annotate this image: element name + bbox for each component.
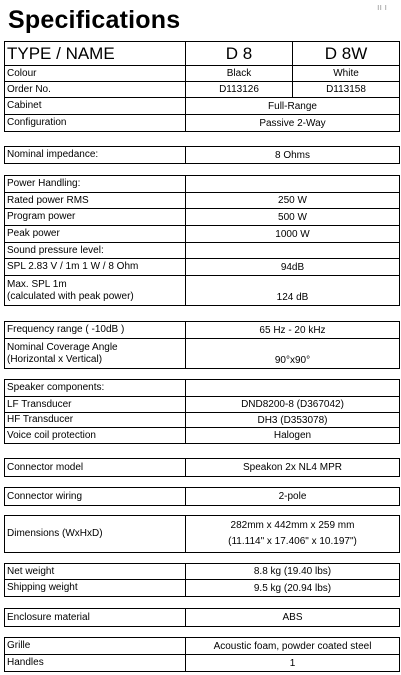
grille-value: Acoustic foam, powder coated steel — [213, 640, 372, 652]
configuration-value: Passive 2-Way — [259, 117, 326, 129]
coverage-label: Nominal Coverage Angle — [7, 342, 118, 353]
components-label: Speaker components: — [5, 380, 186, 396]
configuration-label: Configuration — [5, 115, 186, 131]
colour-label: Colour — [5, 66, 186, 81]
enclosure-value: ABS — [282, 612, 303, 623]
coverage-value: 90°x90° — [274, 355, 311, 366]
order-label: Order No. — [5, 82, 186, 97]
coverage-note: (Horizontal x Vertical) — [7, 353, 103, 365]
hf-label: HF Transducer — [5, 413, 186, 427]
type-row — [5, 42, 399, 66]
dimensions-imperial: (11.114" x 17.406" x 10.197") — [228, 536, 357, 547]
type-d8w: D 8W — [324, 43, 368, 63]
rms-value: 250 W — [278, 195, 307, 206]
configuration-row — [5, 115, 399, 131]
peak-label: Peak power — [5, 226, 186, 242]
grille-block — [4, 637, 400, 672]
page-title: Specifications — [8, 6, 181, 34]
shipping-weight-label: Shipping weight — [5, 580, 186, 596]
handles-label: Handles — [5, 655, 186, 671]
dimensions-block — [4, 515, 400, 553]
weight-block — [4, 563, 400, 597]
colour-d8w: White — [333, 68, 359, 79]
type-block — [4, 41, 400, 132]
power-label: Power Handling: — [5, 176, 186, 192]
peak-value: 1000 W — [275, 228, 310, 240]
enclosure-label: Enclosure material — [5, 609, 186, 626]
components-block — [4, 379, 400, 444]
colour-d8: Black — [186, 66, 293, 81]
connector-label: Connector model — [5, 459, 186, 476]
cabinet-row — [5, 98, 399, 115]
connector-block — [4, 458, 400, 477]
colour-row — [5, 66, 399, 82]
cabinet-label: Cabinet — [5, 98, 186, 114]
rms-label: Rated power RMS — [5, 193, 186, 208]
max-spl-label: Max. SPL 1m — [7, 279, 67, 290]
grille-label: Grille — [5, 638, 186, 654]
frequency-value: 65 Hz - 20 kHz — [259, 324, 326, 336]
power-block — [4, 175, 400, 306]
cabinet-value: Full-Range — [268, 100, 317, 112]
program-value: 500 W — [278, 211, 307, 223]
net-weight-label: Net weight — [5, 564, 186, 579]
order-d8w: D113158 — [326, 84, 366, 95]
hf-value: DH3 (D353078) — [257, 414, 328, 426]
type-d8: D 8 — [186, 42, 293, 65]
handles-value: 1 — [289, 657, 296, 669]
impedance-value: 8 Ohms — [274, 149, 310, 161]
max-spl-note: (calculated with peak power) — [7, 290, 134, 302]
shipping-weight-value: 9.5 kg (20.94 lbs) — [253, 582, 332, 594]
corner-mark: ıı ı — [376, 2, 387, 12]
lf-value: DND8200-8 (D367042) — [241, 399, 344, 410]
max-spl-value: 124 dB — [276, 292, 309, 303]
dimensions-label: Dimensions (WxHxD) — [5, 516, 186, 552]
frequency-block — [4, 321, 400, 369]
spl-value: 94dB — [280, 261, 305, 273]
voice-coil-value: Halogen — [273, 430, 312, 441]
type-label: TYPE / NAME — [5, 42, 186, 65]
wiring-label: Connector wiring — [5, 488, 186, 505]
impedance-block — [4, 146, 400, 164]
enclosure-block — [4, 608, 400, 627]
order-row — [5, 82, 399, 98]
order-d8: D113126 — [186, 82, 293, 97]
dimensions-metric: 282mm x 442mm x 259 mm — [230, 520, 355, 531]
lf-label: LF Transducer — [5, 397, 186, 412]
impedance-label: Nominal impedance: — [5, 147, 186, 163]
voice-coil-label: Voice coil protection — [5, 428, 186, 443]
frequency-label: Frequency range ( -10dB ) — [5, 322, 186, 338]
program-label: Program power — [5, 209, 186, 225]
net-weight-value: 8.8 kg (19.40 lbs) — [253, 566, 332, 577]
wiring-block — [4, 487, 400, 506]
spl-label: SPL 2.83 V / 1m 1 W / 8 Ohm — [5, 259, 186, 275]
wiring-value: 2-pole — [278, 491, 307, 502]
spl-section-label: Sound pressure level: — [5, 243, 186, 258]
connector-value: Speakon 2x NL4 MPR — [243, 462, 342, 473]
